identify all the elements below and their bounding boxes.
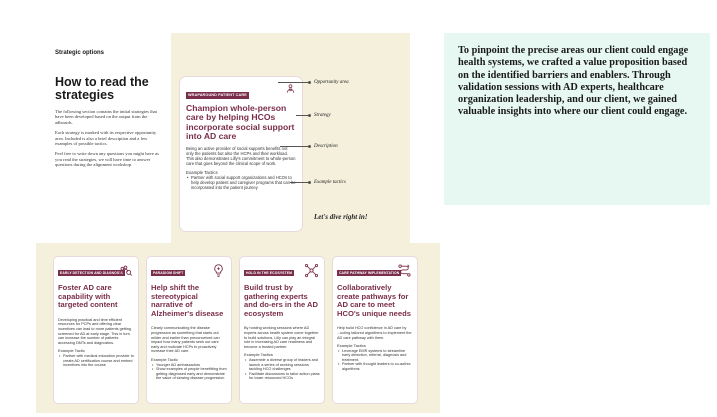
- tactic-item: • Leverage EMR systems to streamline early detection, referral, diagnosis and treatment.: [337, 349, 413, 363]
- strategy-description: Developing practical and time efficient resources for PCPs and offering clear incentives can lead to more patients getting screened for AD at early stage. This in turn can increase the number of patients accessing DMTs and diagnostics.: [58, 317, 132, 345]
- strategy-description: By hosting working sessions where AD experts across health system come together to build solutions, Lilly can play an integral role in increasing AD care readiness and become a trusted partner.: [244, 326, 319, 349]
- annotation-description: [280, 144, 338, 149]
- tactic-item: • Assemble a diverse group of leaders and launch a series of working sessions tackling HCO challenges: [244, 358, 320, 372]
- team-search-icon: [118, 263, 133, 278]
- opportunity-tag: WRAPAROUND PATIENT CARE: [188, 93, 247, 97]
- strategy-title: Help shift the stereotypical narrative of Alzheimer's disease: [151, 283, 224, 318]
- strategy-card: [53, 256, 139, 404]
- tactic-item: • Younger AD ambassadors: [151, 363, 227, 368]
- strategy-title: Foster AD care capability with targeted content: [58, 283, 118, 310]
- opportunity-tag: EARLY DETECTION AND DIAGNOSIS: [60, 271, 123, 275]
- strategy-description: Being an active provider of social supports benefits not only the patients but also the HCPs and their workload. This also demonstrates Lilly's commitment to whole-person care that goes beyond the clinical scope of work.: [186, 145, 296, 166]
- annotation-tactics: [290, 180, 346, 185]
- tactics-label: Example Tactics: [337, 343, 366, 349]
- strategy-description: Help build HCO confidence in AD care by ...ucting tailored algorithms to implement the AD care pathway with them.: [337, 326, 412, 340]
- tactics-label: Example Tactics: [244, 352, 273, 358]
- opportunity-tag: CARE PATHWAY IMPLEMENTATION: [339, 271, 400, 275]
- intro-column: [55, 50, 163, 173]
- strategy-title: Build trust by gathering experts and do-ers in the AD ecosystem: [244, 283, 318, 318]
- tactic-item: • Partner with medical education provider to create AD certification course and embed incentives into the course: [58, 354, 134, 368]
- callout-text: To pinpoint the precise areas our client could engage health systems, we crafted a value proposition based on the identified barriers and enablers. Through validation sessions with AD experts, healthcare organization leadership, and our client, we gained valuable insights into where our client could engage.: [458, 45, 689, 118]
- annotation-label: Example tactics: [314, 180, 346, 185]
- strategy-title: Collaboratively create pathways for AD care to meet HCO's unique needs: [337, 283, 411, 318]
- strategy-card: [146, 256, 232, 404]
- opportunity-tag: PARADIGM SHIFT: [153, 271, 184, 275]
- tactics-label: Example Tactic: [151, 356, 178, 362]
- section-label: Strategic options: [55, 50, 105, 56]
- tactics-label: Example Tactics: [186, 169, 218, 175]
- network-icon: [304, 263, 319, 278]
- pathway-icon: [397, 263, 412, 278]
- strategy-card: [239, 256, 325, 404]
- strategy-card: [332, 256, 418, 404]
- lightbulb-icon: [211, 263, 226, 278]
- annotation-strategy: [296, 113, 331, 118]
- intro-paragraph: Feel free to write down any questions you might have as you read the strategies, we will have time to answer questions during the alignment workshop.: [55, 151, 159, 168]
- tactics-label: Example Tactic: [58, 348, 85, 354]
- summary-callout: [444, 33, 710, 205]
- intro-paragraph: The following section contains the initial strategies that have been developed based on the output from the adboards.: [55, 109, 157, 125]
- example-strategy-card: [179, 76, 303, 232]
- tactic-item: • Partner with social support organizations and HCOs to help develop patient and caregiver programs that can be incorporated into the patient journey: [186, 175, 296, 190]
- page-title: How to read the strategies: [55, 75, 149, 102]
- opportunity-tag: HOLD IN THE ECOSYSTEM: [246, 271, 292, 275]
- tactic-item: • Show examples of people benefitting from getting diagnosed early and demonstrate the value of slowing disease progression: [151, 367, 227, 381]
- tactic-item: • Partner with thought leaders to co-author algorithms: [337, 362, 413, 371]
- intro-paragraph: Each strategy is marked with its respective opportunity area. Included is also a brief description and a few examples of possible tactics.: [55, 130, 157, 147]
- tactic-item: • Facilitate discussions to tailor action plans for lower resourced HCOs: [244, 372, 320, 381]
- dive-in-caption: Let's dive right in!: [314, 213, 368, 221]
- strategy-title: Champion whole-person care by helping HCOs incorporate social support into AD care: [186, 103, 295, 142]
- annotation-opportunity: [278, 80, 349, 85]
- annotation-label: Opportunity area: [314, 80, 349, 85]
- annotation-label: Strategy: [314, 113, 331, 118]
- strategy-description: Clearly communicating the disease progression as something that starts out milder and earlier than preconceived can impact how many patients seek out care early and motivate HCPs to proactively increase their AD care.: [151, 326, 220, 354]
- annotation-label: Description: [314, 144, 338, 149]
